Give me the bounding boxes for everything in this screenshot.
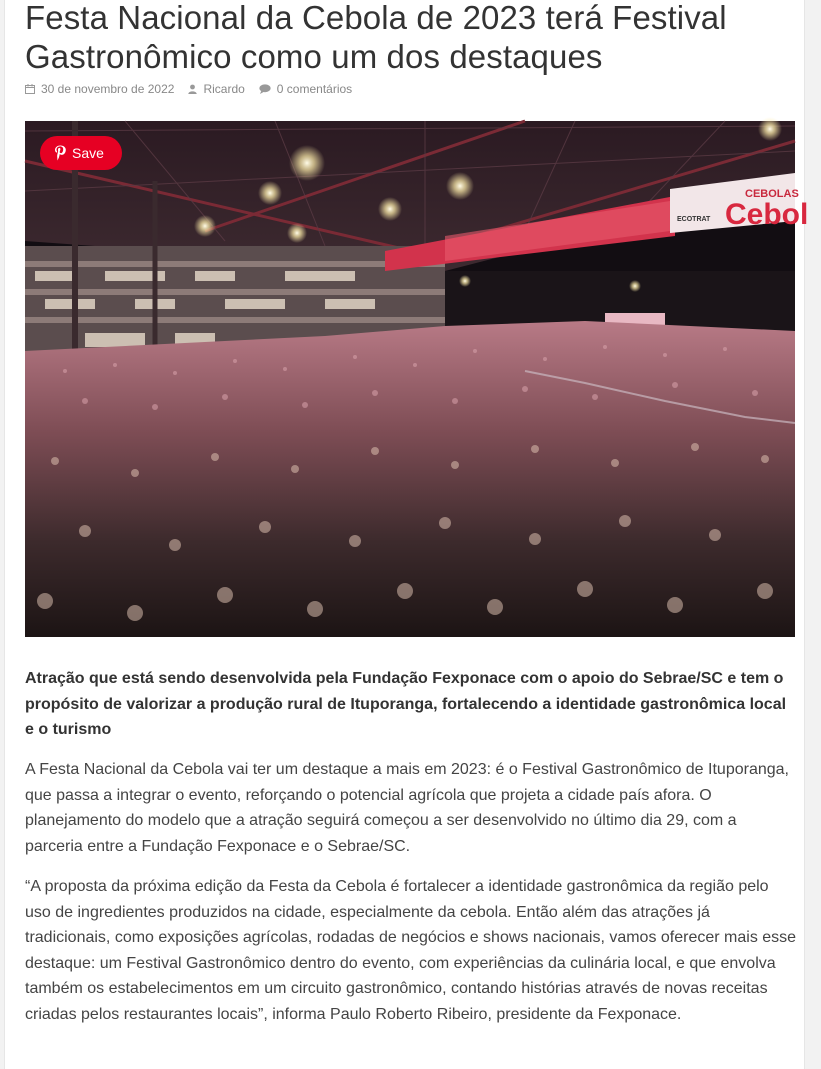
article-title: Festa Nacional da Cebola de 2023 terá Festival Gastronômico como um dos destaques xyxy=(25,0,727,75)
article-card xyxy=(4,0,809,1069)
meta-date[interactable] xyxy=(25,82,174,96)
featured-image xyxy=(25,121,809,637)
article-meta xyxy=(25,81,366,97)
meta-date-label: 30 de novembro de 2022 xyxy=(41,82,175,96)
article-lead: Atração que está sendo desenvolvida pela Fundação Fexponace com o apoio do Sebrae/SC e tem o propósito de valorizar a produção rural de Ituporanga, fortalecendo a identidade gastronômica local e o turismo xyxy=(25,670,787,738)
pinterest-save-button[interactable] xyxy=(40,136,122,170)
banner-text-ecotrat: ECOTRAT xyxy=(677,216,711,223)
crowd-photo xyxy=(25,121,809,637)
save-button-label: Save xyxy=(72,145,104,161)
article-paragraph-2: “A proposta da próxima edição da Festa da Cebola é fortalecer a identidade gastronômica da região pelo uso de ingredientes produzidos na cidade, especialmente da cebola. Então além das atrações já tradicionais, como exposições agrícolas, rodadas de negócios e shows nacionais, vamos oferecer mais esse destaque: um Festival Gastronômico dentro do evento, com experiências da culinária local, e que envolva também os estabelecimentos em um circuito gastronômico, contando histórias através de novas receitas criadas pelos restaurantes locais”, informa Paulo Roberto Ribeiro, presidente da Fexponace. xyxy=(25,878,797,1023)
banner-text-cebolas: CEBOLAS xyxy=(745,188,799,200)
article-paragraph-1: A Festa Nacional da Cebola vai ter um destaque a mais em 2023: é o Festival Gastronômico de Ituporanga, que passa a integrar o evento, reforçando o potencial agrícola que projeta a cidade país afora. O planejamento do modelo que a atração seguirá começou a ser desenvolvido no último dia 29, com a parceria entre a Fundação Fexponace e o Sebrae/SC. xyxy=(25,761,789,855)
calendar-icon xyxy=(25,84,35,94)
meta-comments-label: 0 comentários xyxy=(276,82,353,96)
user-icon xyxy=(188,84,197,94)
meta-comments[interactable] xyxy=(259,82,352,96)
comment-icon xyxy=(259,84,271,94)
banner-text-cebol: Cebol xyxy=(725,198,809,231)
meta-author-label: Ricardo xyxy=(203,82,245,96)
pinterest-icon xyxy=(54,145,66,161)
meta-author[interactable] xyxy=(188,82,244,96)
